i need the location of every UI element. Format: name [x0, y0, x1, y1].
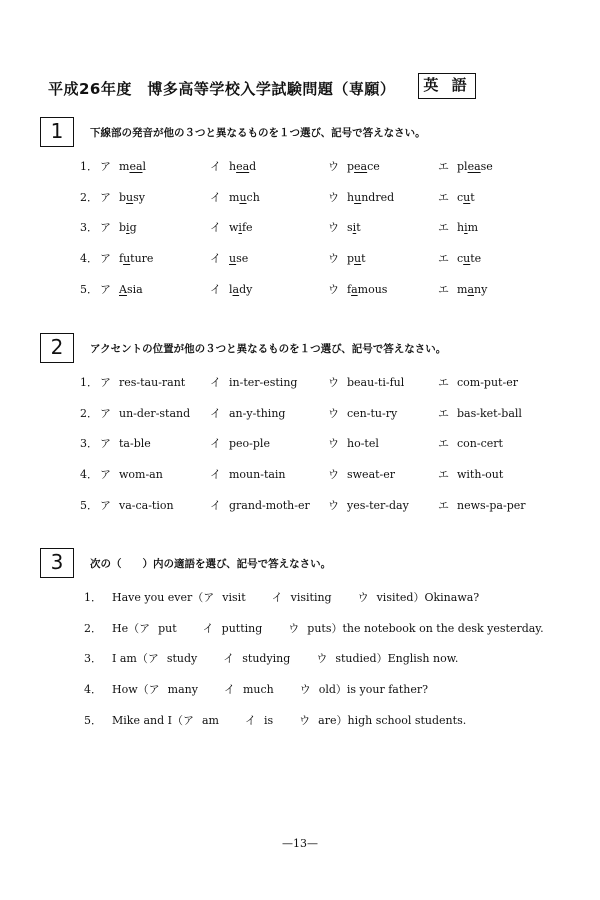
section-1-instruction: 下線部の発音が他の３つと異なるものを１つ選び、記号で答えなさい。	[90, 127, 426, 139]
answer-option	[438, 497, 526, 513]
answer-option	[328, 189, 394, 205]
underlined-letters: ea	[129, 160, 143, 173]
choice-mark: ア	[148, 683, 160, 697]
choice-mark: ウ	[316, 652, 328, 666]
syllabified-word: peo-ple	[229, 437, 270, 451]
question-number: 3．	[80, 437, 98, 451]
page-number: —13—	[282, 837, 318, 850]
sentence-start: I am（	[112, 652, 148, 666]
underlined-letters: u	[354, 190, 362, 204]
choice-mark: ア	[100, 221, 111, 235]
choice-mark: ア	[100, 160, 111, 173]
question-number: 2．	[84, 621, 102, 635]
choice-word: am	[201, 713, 219, 727]
sentence-end: ）high school students.	[336, 713, 467, 727]
choice-mark: イ	[210, 190, 221, 204]
choice-mark: エ	[438, 376, 449, 389]
question-number: 2．	[80, 190, 98, 204]
word-prefix: b	[119, 221, 127, 235]
choice-mark: イ	[223, 652, 235, 666]
question-number: 4．	[80, 252, 98, 266]
sentence-start: Mike and I（	[112, 713, 183, 727]
underlined-letters: a	[232, 282, 240, 296]
choice-mark: イ	[271, 591, 283, 604]
choice-mark: エ	[438, 190, 449, 204]
choice-word: visiting	[290, 591, 332, 604]
word-prefix: c	[457, 190, 464, 204]
syllabified-word: ho-tel	[347, 437, 379, 451]
underlined-letters: u	[229, 252, 237, 266]
answer-option	[210, 250, 248, 266]
answer-option	[328, 405, 397, 421]
underlined-letters: u	[463, 252, 471, 266]
answer-option	[210, 189, 260, 205]
section-3-instruction: 次の（ ）内の適語を選び、記号で答えなさい。	[90, 558, 332, 570]
question-number: 2．	[80, 406, 98, 420]
syllabified-word: va-ca-tion	[119, 498, 174, 512]
word-suffix: ce	[367, 160, 380, 173]
word-prefix: m	[457, 282, 468, 296]
choice-word: old	[318, 683, 336, 697]
choice-mark: イ	[210, 160, 221, 173]
word-suffix: mous	[357, 282, 388, 296]
answer-option	[210, 158, 256, 174]
answer-option	[438, 405, 522, 421]
choice-mark: ア	[100, 190, 111, 204]
choice-mark: ウ	[328, 221, 339, 235]
question-number: 1．	[80, 160, 98, 173]
underlined-letters: i	[352, 221, 357, 235]
choice-mark: ア	[100, 437, 111, 451]
question-number: 5．	[84, 713, 102, 727]
choice-mark: ア	[139, 621, 151, 635]
choice-mark: ウ	[328, 406, 339, 420]
answer-option	[328, 374, 404, 390]
syllabified-word: cen-tu-ry	[347, 406, 398, 420]
underlined-letters: A	[119, 282, 127, 296]
question-sentence	[84, 589, 479, 605]
word-prefix: h	[347, 190, 355, 204]
answer-option	[210, 219, 253, 235]
word-suffix: dy	[239, 282, 253, 296]
syllabified-word: an-y-thing	[229, 406, 286, 420]
section-3-number: 3	[40, 548, 74, 578]
word-suffix: te	[470, 252, 482, 266]
word-prefix: w	[229, 221, 239, 235]
syllabified-word: con-cert	[457, 437, 503, 451]
choice-mark: イ	[244, 713, 256, 727]
underlined-letters: i	[238, 221, 242, 235]
choice-mark: ウ	[328, 437, 339, 451]
question-number: 3．	[80, 221, 98, 235]
word-prefix: h	[457, 221, 465, 235]
underlined-letters: a	[467, 282, 474, 296]
question-number: 4．	[80, 468, 98, 482]
word-suffix: t	[361, 252, 366, 266]
syllabified-word: news-pa-per	[457, 498, 526, 512]
underlined-letters: ea	[467, 160, 481, 173]
word-prefix: h	[229, 160, 237, 173]
answer-option	[328, 250, 366, 266]
question-sentence	[84, 712, 466, 728]
sentence-end: ）is your father?	[335, 683, 429, 697]
word-prefix: pl	[457, 160, 468, 173]
word-suffix: ny	[474, 282, 488, 296]
question-number: 4．	[84, 683, 102, 697]
answer-option	[100, 466, 163, 482]
answer-option	[438, 158, 493, 174]
choice-mark: ア	[100, 376, 111, 389]
underlined-letters: u	[463, 190, 471, 204]
choice-mark: エ	[438, 221, 449, 235]
answer-option	[438, 374, 518, 390]
choice-mark: ア	[100, 252, 111, 266]
choice-mark: エ	[438, 498, 449, 512]
answer-option	[328, 158, 380, 174]
question-number: 1．	[80, 376, 98, 389]
syllabified-word: grand-moth-er	[229, 498, 310, 512]
syllabified-word: beau-ti-ful	[347, 376, 405, 389]
choice-mark: ウ	[328, 252, 339, 266]
choice-mark: ウ	[288, 621, 300, 635]
word-suffix: se	[236, 252, 249, 266]
sentence-end: ）Okinawa?	[413, 591, 480, 604]
answer-option	[328, 219, 361, 235]
word-prefix: f	[119, 252, 124, 266]
syllabified-word: moun-tain	[229, 468, 286, 482]
choice-mark: イ	[210, 437, 221, 451]
choice-mark: ウ	[299, 683, 311, 697]
word-prefix: l	[229, 282, 233, 296]
choice-mark: ウ	[299, 713, 311, 727]
answer-option	[100, 435, 151, 451]
sentence-end: ）the notebook on the desk yesterday.	[331, 621, 544, 635]
word-suffix: sia	[126, 282, 143, 296]
section-2-instruction: アクセントの位置が他の３つと異なるものを１つ選び、記号で答えなさい。	[90, 343, 447, 355]
word-prefix: m	[229, 190, 240, 204]
word-prefix: s	[347, 221, 353, 235]
word-suffix: ndred	[361, 190, 395, 204]
choice-mark: エ	[438, 406, 449, 420]
choice-word: visited	[376, 591, 414, 604]
choice-mark: ア	[100, 468, 111, 482]
syllabified-word: in-ter-esting	[229, 376, 298, 389]
choice-mark: ウ	[328, 468, 339, 482]
answer-option	[438, 435, 503, 451]
answer-option	[210, 497, 310, 513]
sentence-start: He（	[112, 621, 140, 635]
syllabified-word: com-put-er	[457, 376, 518, 389]
syllabified-word: ta-ble	[119, 437, 151, 451]
choice-mark: エ	[438, 437, 449, 451]
word-prefix: p	[347, 252, 355, 266]
syllabified-word: sweat-er	[347, 468, 396, 482]
choice-word: putting	[221, 621, 263, 635]
underlined-letters: i	[464, 221, 468, 235]
answer-option	[438, 466, 503, 482]
choice-mark: ア	[100, 498, 111, 512]
word-prefix: m	[119, 160, 130, 173]
choice-mark: ア	[203, 591, 215, 604]
syllabified-word: bas-ket-ball	[457, 406, 522, 420]
answer-option	[328, 497, 409, 513]
answer-option	[210, 466, 286, 482]
word-suffix: m	[467, 221, 479, 235]
question-number: 5．	[80, 282, 98, 296]
word-prefix: f	[347, 282, 352, 296]
answer-option	[328, 435, 379, 451]
word-prefix: b	[119, 190, 127, 204]
choice-mark: エ	[438, 252, 449, 266]
syllabified-word: un-der-stand	[119, 406, 191, 420]
choice-word: puts	[307, 621, 332, 635]
answer-option	[328, 281, 387, 297]
choice-mark: イ	[210, 406, 221, 420]
answer-option	[100, 189, 145, 205]
underlined-letters: a	[351, 282, 358, 296]
answer-option	[438, 189, 475, 205]
choice-mark: イ	[202, 621, 214, 635]
underlined-letters: ea	[354, 160, 368, 173]
answer-option	[100, 497, 174, 513]
choice-mark: ウ	[328, 498, 339, 512]
choice-word: put	[158, 621, 177, 635]
section-1-number: 1	[40, 117, 74, 147]
answer-option	[100, 374, 185, 390]
choice-word: visit	[222, 591, 246, 604]
sentence-end: ）English now.	[376, 652, 459, 666]
question-sentence	[84, 620, 544, 636]
syllabified-word: with-out	[457, 468, 504, 482]
answer-option	[328, 466, 395, 482]
answer-option	[438, 281, 487, 297]
syllabified-word: yes-ter-day	[347, 498, 409, 512]
choice-mark: イ	[210, 221, 221, 235]
answer-option	[100, 219, 137, 235]
underlined-letters: u	[239, 190, 247, 204]
answer-option	[210, 435, 270, 451]
question-sentence	[84, 681, 428, 697]
question-number: 1．	[84, 591, 102, 604]
question-number: 3．	[84, 652, 102, 666]
answer-option	[210, 281, 252, 297]
choice-mark: ウ	[357, 591, 369, 604]
exam-title: 平成26年度 博多高等学校入学試験問題（専願）	[48, 80, 396, 98]
word-suffix: se	[480, 160, 493, 173]
choice-mark: イ	[223, 683, 235, 697]
word-suffix: fe	[241, 221, 253, 235]
word-suffix: ch	[246, 190, 260, 204]
choice-word: is	[263, 713, 274, 727]
answer-option	[438, 250, 481, 266]
sentence-start: Have you ever（	[112, 591, 204, 604]
choice-mark: イ	[210, 498, 221, 512]
underlined-letters: i	[126, 221, 130, 235]
answer-option	[100, 158, 146, 174]
choice-mark: エ	[438, 160, 449, 173]
answer-option	[100, 250, 153, 266]
answer-option	[100, 281, 143, 297]
choice-mark: イ	[210, 376, 221, 389]
section-2-number: 2	[40, 333, 74, 363]
underlined-letters: u	[354, 252, 362, 266]
word-suffix: g	[129, 221, 137, 235]
choice-mark: ウ	[328, 376, 339, 389]
choice-word: much	[242, 683, 274, 697]
word-suffix: sy	[133, 190, 145, 204]
word-prefix: p	[347, 160, 355, 173]
question-sentence	[84, 650, 458, 666]
underlined-letters: u	[123, 252, 131, 266]
choice-mark: ア	[100, 406, 111, 420]
word-suffix: ture	[130, 252, 154, 266]
choice-mark: ア	[147, 652, 159, 666]
choice-mark: ア	[182, 713, 194, 727]
choice-mark: エ	[438, 468, 449, 482]
word-suffix: t	[470, 190, 475, 204]
word-prefix: c	[457, 252, 464, 266]
answer-option	[210, 405, 285, 421]
choice-mark: イ	[210, 468, 221, 482]
answer-option	[438, 219, 478, 235]
syllabified-word: wom-an	[119, 468, 163, 482]
underlined-letters: u	[126, 190, 134, 204]
choice-word: are	[318, 713, 337, 727]
underlined-letters: ea	[236, 160, 250, 173]
question-number: 5．	[80, 498, 98, 512]
answer-option	[100, 405, 190, 421]
subject-label: 英 語	[418, 73, 476, 99]
sentence-start: How（	[112, 683, 149, 697]
choice-mark: イ	[210, 252, 221, 266]
syllabified-word: res-tau-rant	[119, 376, 186, 389]
choice-word: many	[167, 683, 198, 697]
choice-mark: ウ	[328, 160, 339, 173]
choice-mark: ア	[100, 282, 111, 296]
word-suffix: t	[356, 221, 361, 235]
choice-mark: ウ	[328, 190, 339, 204]
choice-mark: エ	[438, 282, 449, 296]
choice-mark: イ	[210, 282, 221, 296]
choice-word: studying	[242, 652, 291, 666]
choice-word: studied	[335, 652, 377, 666]
word-suffix: l	[142, 160, 147, 173]
word-suffix: d	[249, 160, 257, 173]
answer-option	[210, 374, 297, 390]
choice-mark: ウ	[328, 282, 339, 296]
choice-word: study	[166, 652, 198, 666]
